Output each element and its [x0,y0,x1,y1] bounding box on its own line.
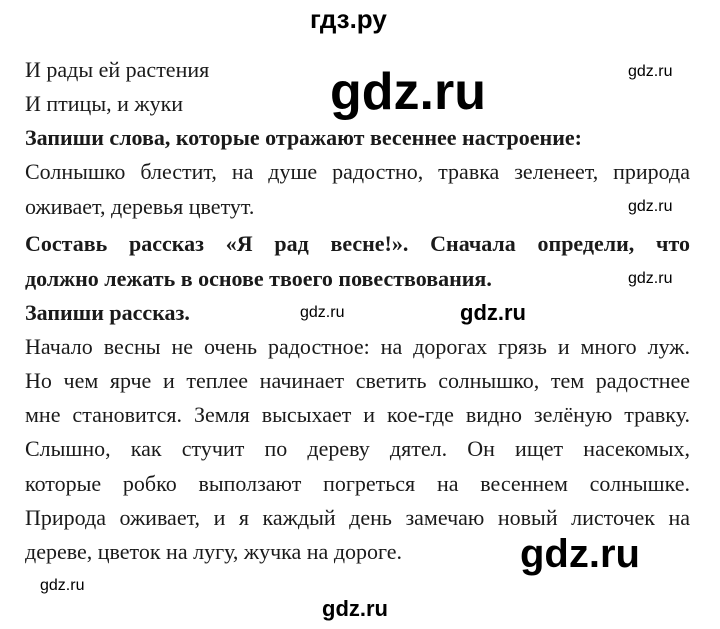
watermark: gdz.ru [322,596,388,621]
poem-line: И рады ей растения [25,57,210,82]
watermark-large: gdz.ru [520,532,640,576]
story-line: дереве, цветок на лугу, жучка на дороге. [25,539,403,564]
watermark: gdz.ru [300,304,345,321]
task-prompt: Запиши рассказ. [25,300,190,325]
task-prompt: Запиши слова, которые отражают весеннее настроение: [25,125,583,150]
story-line: Начало весны не очень радостное: на дорогах грязь и много луж. [25,334,690,359]
answer-line: Солнышко блестит, на душе радостно, травка зеленеет, природа [25,159,690,184]
story-line: которые робко выползают погреться на весеннем солнышке. [25,471,690,496]
answer-line: оживает, деревья цветут. [25,194,255,219]
poem-line: И птицы, и жуки [25,91,184,116]
watermark-large: gdz.ru [330,63,486,121]
story-line: Но чем ярче и теплее начинает светить солнышко, тем радостнее [25,368,690,393]
watermark: gdz.ru [40,577,85,594]
story-line: Природа оживает, и я каждый день замечаю новый листочек на [25,505,690,530]
watermark: gdz.ru [628,270,673,287]
watermark: gdz.ru [460,300,526,325]
story-line: Слышно, как стучит по дереву дятел. Он ищет насекомых, [25,436,690,461]
task-prompt: Составь рассказ «Я рад весне!». Сначала определи, что [25,231,690,256]
story-line: мне становится. Земля высыхает и кое-где видно зелёную травку. [25,402,690,427]
task-prompt: должно лежать в основе твоего повествования. [25,266,492,291]
watermark: gdz.ru [628,63,673,80]
site-title: гдз.ру [310,4,387,34]
watermark: gdz.ru [628,198,673,215]
